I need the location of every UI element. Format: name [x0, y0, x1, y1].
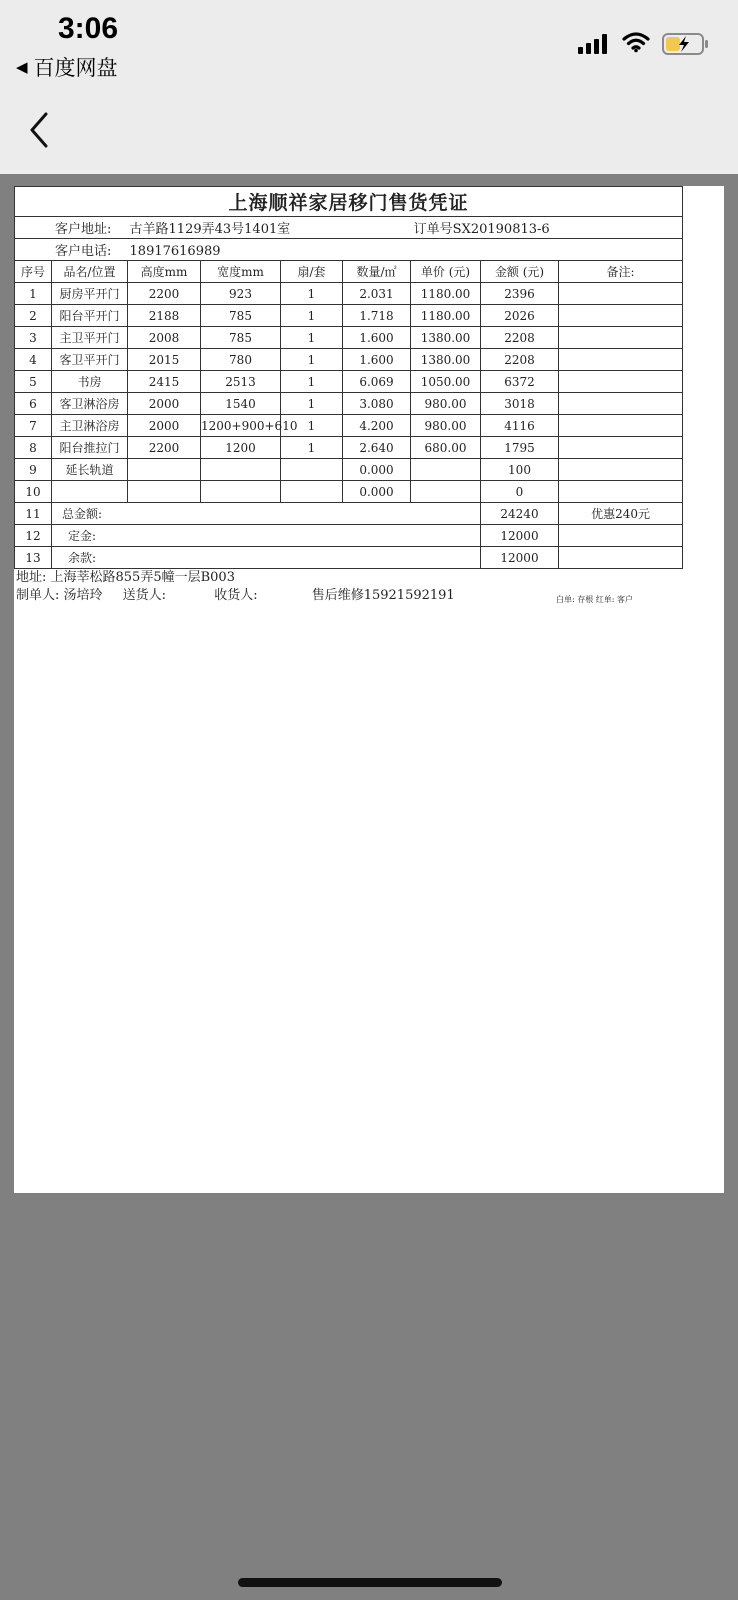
- customer-address: 古羊路1129弄43号1401室: [129, 222, 291, 237]
- table-cell: [559, 283, 683, 305]
- table-cell: 4116: [481, 415, 559, 437]
- table-cell: 1.718: [343, 305, 411, 327]
- table-cell: 阳台平开门: [52, 305, 128, 327]
- table-cell: 3018: [481, 393, 559, 415]
- customer-address-row: [15, 217, 683, 239]
- summary-row: [15, 547, 683, 569]
- footer-address: 地址: 上海莘松路855弄5幢一层B003: [16, 570, 235, 585]
- table-cell: 780: [201, 349, 281, 371]
- table-cell: [201, 481, 281, 503]
- table-cell: 2008: [128, 327, 201, 349]
- table-cell: 0.000: [343, 459, 411, 481]
- table-cell: 2026: [481, 305, 559, 327]
- table-cell: 1: [281, 305, 343, 327]
- back-to-app-label: 百度网盘: [33, 56, 118, 80]
- table-cell: 980.00: [411, 415, 481, 437]
- table-cell: [559, 437, 683, 459]
- table-cell: 4: [15, 349, 52, 371]
- table-cell: 2200: [128, 283, 201, 305]
- status-bar: [0, 0, 738, 92]
- table-cell: 2015: [128, 349, 201, 371]
- summary-amount: 12000: [481, 547, 559, 569]
- table-cell: [559, 349, 683, 371]
- home-indicator[interactable]: [238, 1578, 502, 1587]
- nav-bar: [0, 92, 738, 174]
- table-cell: [559, 305, 683, 327]
- column-header: 宽度mm: [201, 261, 281, 283]
- summary-note: 优惠240元: [559, 503, 683, 525]
- table-cell: 2200: [128, 437, 201, 459]
- summary-amount: 24240: [481, 503, 559, 525]
- table-row: [15, 371, 683, 393]
- table-cell: 1.600: [343, 349, 411, 371]
- column-header: 单价 (元): [411, 261, 481, 283]
- table-cell: 5: [15, 371, 52, 393]
- table-cell: [559, 481, 683, 503]
- table-cell: 1: [281, 349, 343, 371]
- battery-charging-icon: [662, 33, 710, 55]
- table-cell: [559, 415, 683, 437]
- table-row: [15, 481, 683, 503]
- table-cell: 2000: [128, 415, 201, 437]
- table-cell: 2.031: [343, 283, 411, 305]
- table-cell: 1380.00: [411, 327, 481, 349]
- table-cell: 延长轨道: [52, 459, 128, 481]
- table-cell: 1: [281, 283, 343, 305]
- column-header: 金额 (元): [481, 261, 559, 283]
- table-cell: 客卫平开门: [52, 349, 128, 371]
- deliverer: 送货人:: [122, 588, 167, 603]
- table-row: [15, 327, 683, 349]
- table-cell: 680.00: [411, 437, 481, 459]
- table-cell: 1: [281, 437, 343, 459]
- summary-row: [15, 525, 683, 547]
- document-title: 上海顺祥家居移门售货凭证: [15, 187, 683, 217]
- table-cell: 2396: [481, 283, 559, 305]
- after-sales-phone: 售后维修15921592191: [311, 588, 455, 603]
- table-row: [15, 305, 683, 327]
- summary-amount: 12000: [481, 525, 559, 547]
- table-cell: 1: [281, 371, 343, 393]
- table-cell: 6: [15, 393, 52, 415]
- summary-row: [15, 503, 683, 525]
- table-cell: 阳台推拉门: [52, 437, 128, 459]
- table-cell: 1180.00: [411, 283, 481, 305]
- customer-phone-row: [15, 239, 683, 261]
- table-cell: 785: [201, 305, 281, 327]
- column-header: 数量/㎡: [343, 261, 411, 283]
- column-header: 序号: [15, 261, 52, 283]
- back-to-app-link[interactable]: [16, 52, 118, 82]
- table-cell: 1200+900+610: [201, 415, 281, 437]
- table-cell: 1380.00: [411, 349, 481, 371]
- table-cell: 1.600: [343, 327, 411, 349]
- wifi-icon: [622, 31, 650, 53]
- column-header: 品名/位置: [52, 261, 128, 283]
- summary-note: [559, 547, 683, 569]
- summary-no: 12: [15, 525, 52, 547]
- table-cell: 1: [15, 283, 52, 305]
- table-cell: [281, 459, 343, 481]
- table-cell: 1: [281, 415, 343, 437]
- maker: 制单人: 汤培玲: [16, 588, 103, 603]
- table-cell: [559, 459, 683, 481]
- table-cell: 9: [15, 459, 52, 481]
- table-cell: 2.640: [343, 437, 411, 459]
- table-cell: 客卫淋浴房: [52, 393, 128, 415]
- table-cell: 2208: [481, 327, 559, 349]
- table-cell: [559, 327, 683, 349]
- summary-note: [559, 525, 683, 547]
- table-cell: 2513: [201, 371, 281, 393]
- table-cell: 6.069: [343, 371, 411, 393]
- document-page: [14, 186, 724, 1193]
- table-cell: 6372: [481, 371, 559, 393]
- table-cell: 主卫淋浴房: [52, 415, 128, 437]
- summary-label: 定金:: [52, 525, 481, 547]
- table-cell: 0.000: [343, 481, 411, 503]
- table-row: [15, 437, 683, 459]
- table-cell: 2: [15, 305, 52, 327]
- table-cell: [411, 481, 481, 503]
- table-cell: 0: [481, 481, 559, 503]
- summary-no: 11: [15, 503, 52, 525]
- signal-icon: [578, 34, 612, 54]
- table-cell: [52, 481, 128, 503]
- customer-address-label: 客户地址:: [55, 222, 112, 237]
- footer-signatures: [14, 587, 683, 605]
- table-cell: 2208: [481, 349, 559, 371]
- table-cell: 1180.00: [411, 305, 481, 327]
- column-header: 高度mm: [128, 261, 201, 283]
- table-cell: 1: [281, 327, 343, 349]
- table-cell: 3.080: [343, 393, 411, 415]
- back-triangle-icon: ◀: [16, 58, 28, 76]
- customer-phone-label: 客户电话:: [55, 244, 112, 259]
- table-cell: [201, 459, 281, 481]
- sales-voucher: [14, 186, 683, 605]
- summary-label: 余款:: [52, 547, 481, 569]
- summary-label: 总金额:: [52, 503, 481, 525]
- table-cell: [128, 481, 201, 503]
- table-cell: 923: [201, 283, 281, 305]
- summary-no: 13: [15, 547, 52, 569]
- table-cell: 785: [201, 327, 281, 349]
- receiver: 收货人:: [214, 588, 258, 603]
- table-cell: 1050.00: [411, 371, 481, 393]
- table-cell: 书房: [52, 371, 128, 393]
- voucher-table: [14, 186, 683, 569]
- table-cell: [411, 459, 481, 481]
- table-cell: 1540: [201, 393, 281, 415]
- table-cell: 100: [481, 459, 559, 481]
- table-cell: 8: [15, 437, 52, 459]
- table-cell: 2415: [128, 371, 201, 393]
- copy-note: 白单: 存根 红单: 客户: [556, 595, 634, 604]
- table-cell: 4.200: [343, 415, 411, 437]
- table-header-row: [15, 261, 683, 283]
- table-row: [15, 393, 683, 415]
- table-cell: [559, 371, 683, 393]
- table-cell: [281, 481, 343, 503]
- table-cell: 10: [15, 481, 52, 503]
- table-cell: [559, 393, 683, 415]
- table-cell: 2188: [128, 305, 201, 327]
- customer-phone: 18917616989: [129, 244, 221, 259]
- table-row: [15, 283, 683, 305]
- column-header: 扇/套: [281, 261, 343, 283]
- table-cell: 3: [15, 327, 52, 349]
- table-row: [15, 349, 683, 371]
- table-cell: [128, 459, 201, 481]
- table-row: [15, 415, 683, 437]
- table-cell: 1795: [481, 437, 559, 459]
- status-time: 3:06: [58, 12, 119, 45]
- table-row: [15, 459, 683, 481]
- chevron-left-icon[interactable]: [28, 112, 50, 148]
- table-cell: 7: [15, 415, 52, 437]
- column-header: 备注:: [559, 261, 683, 283]
- order-number: 订单号SX20190813-6: [413, 222, 550, 237]
- table-cell: 1200: [201, 437, 281, 459]
- table-cell: 980.00: [411, 393, 481, 415]
- table-cell: 厨房平开门: [52, 283, 128, 305]
- table-cell: 1: [281, 393, 343, 415]
- table-cell: 2000: [128, 393, 201, 415]
- table-cell: 主卫平开门: [52, 327, 128, 349]
